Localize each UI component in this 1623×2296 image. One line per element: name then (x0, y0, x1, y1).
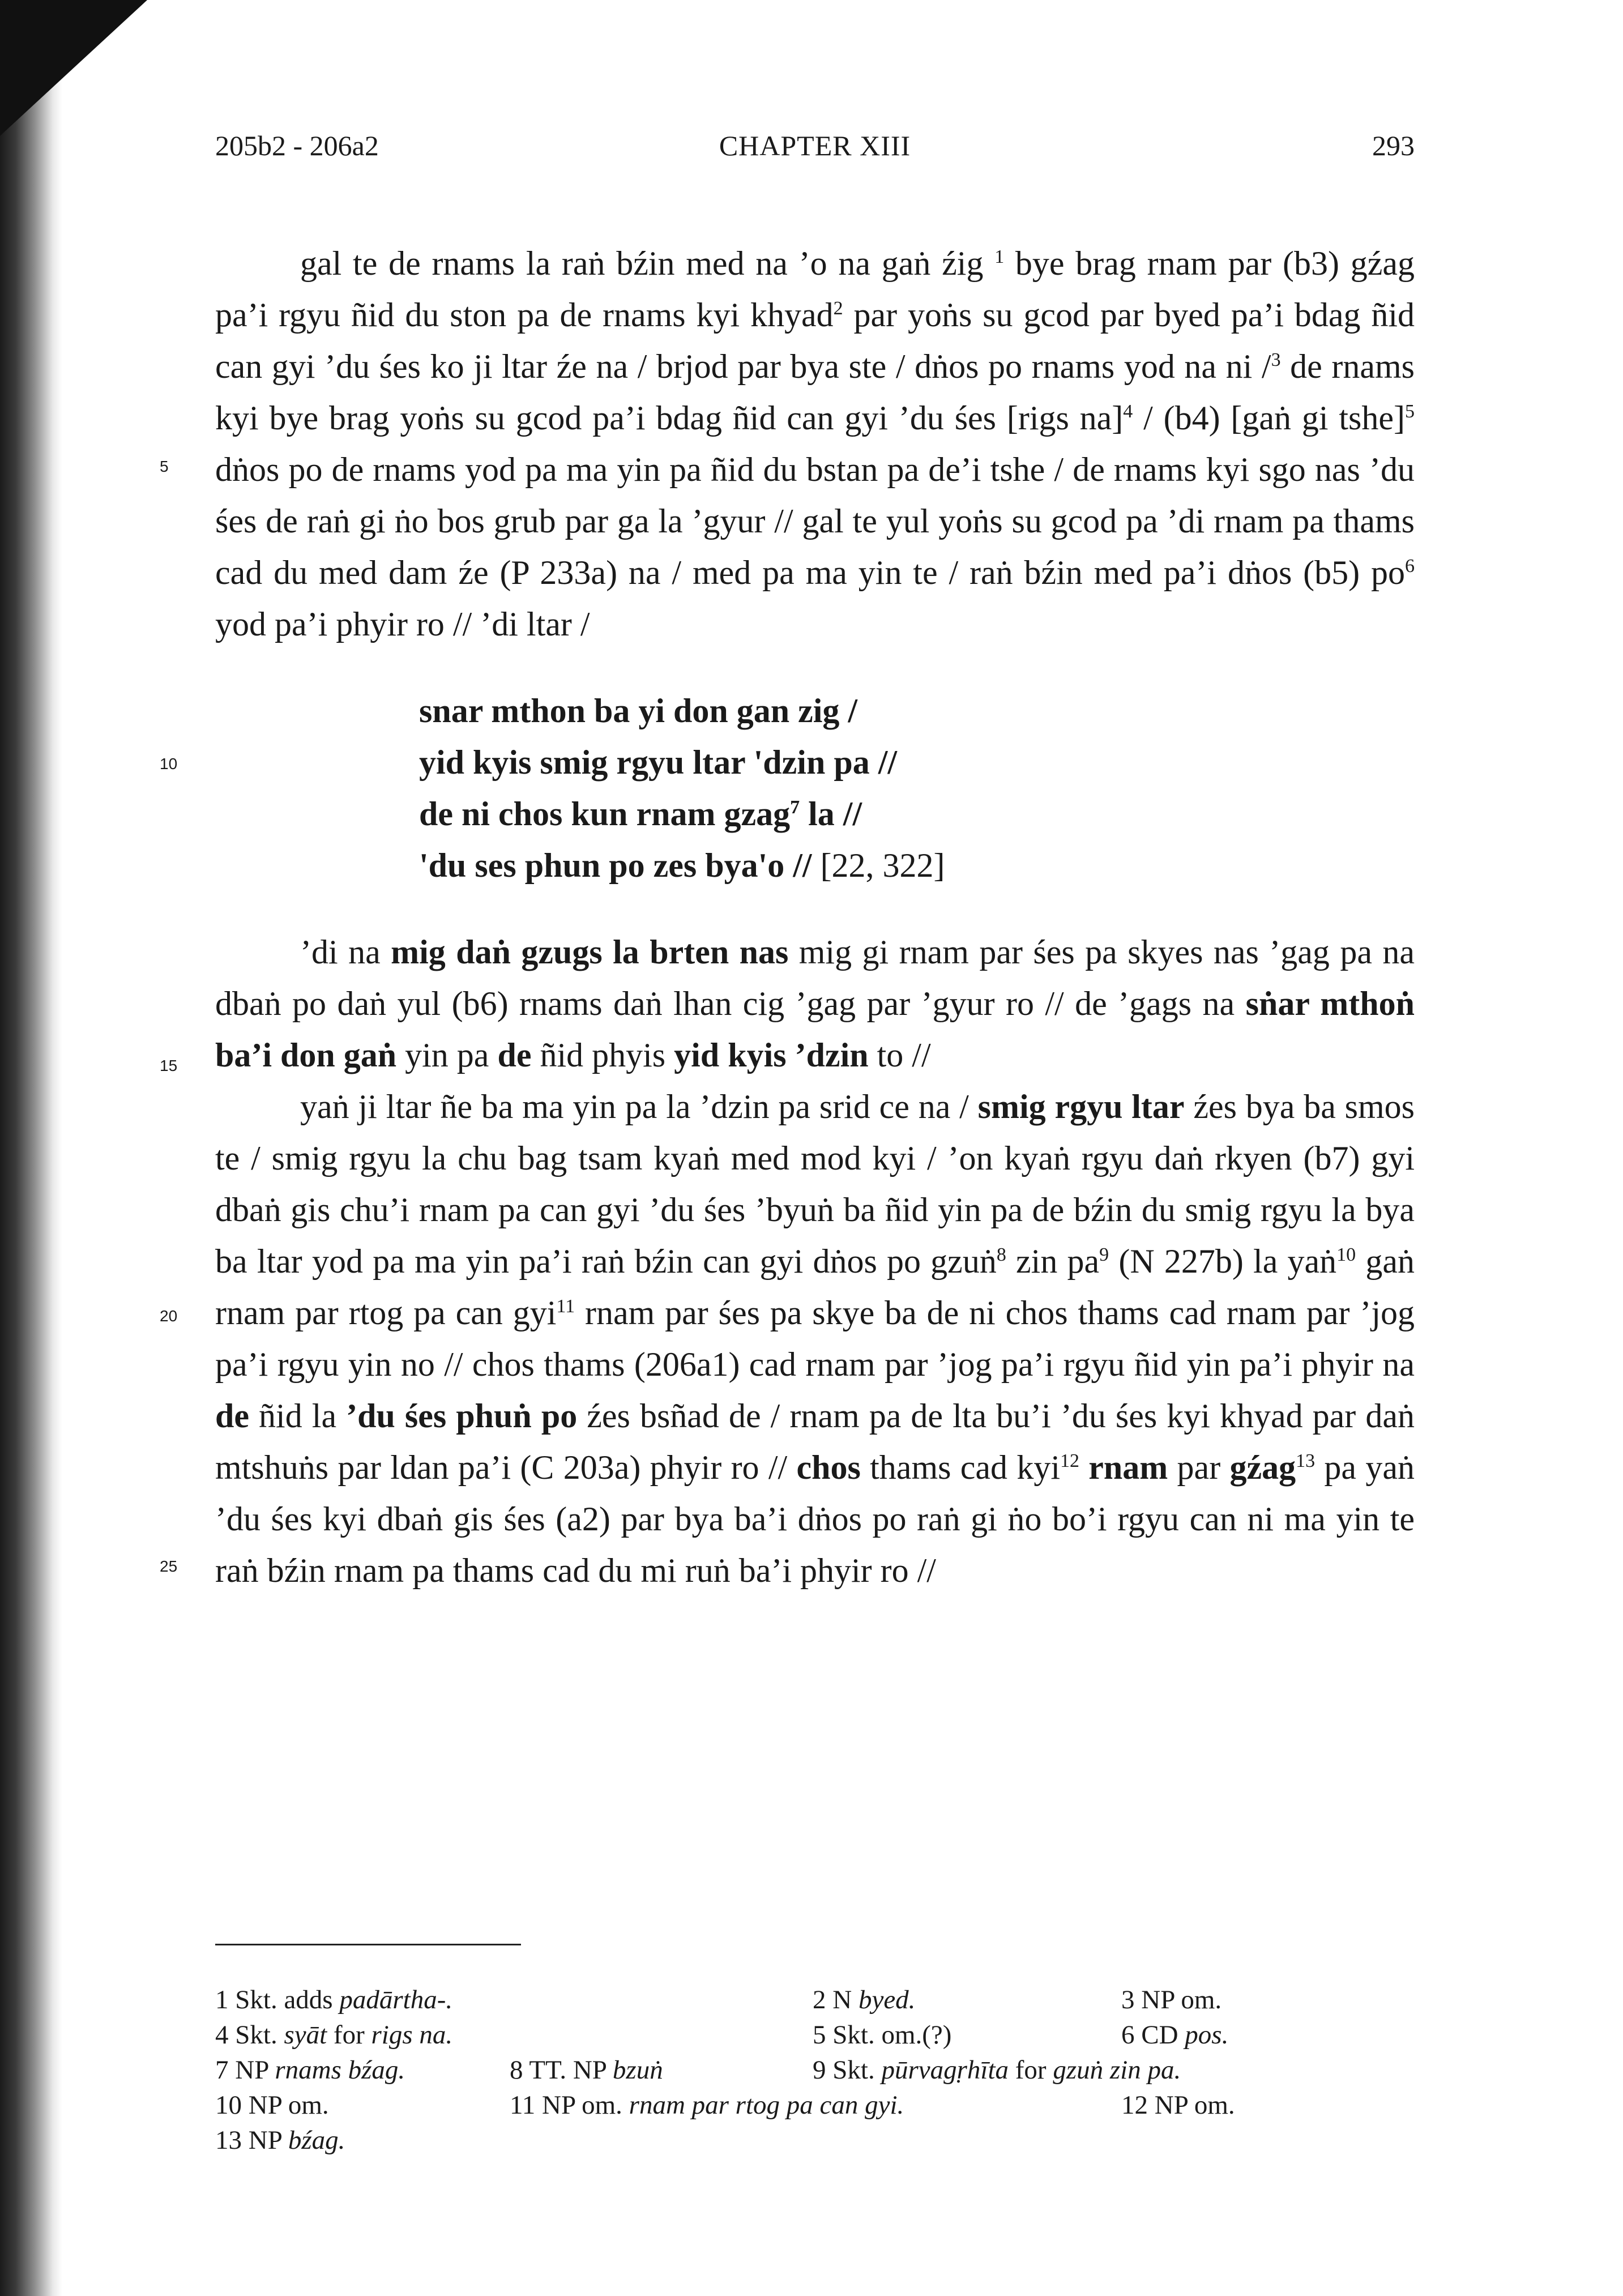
footnote-10: 10 NP om. (215, 2090, 329, 2120)
verse-line-tail: la // (808, 795, 862, 833)
book-corner-shadow (0, 0, 147, 136)
footnote-6: 6 CD pos. (1121, 2020, 1229, 2050)
verse-reference: [22, 322] (820, 847, 945, 884)
line-number: 10 (160, 755, 178, 773)
footnote-4: 4 Skt. syāt for rigs na. (215, 2020, 453, 2050)
verse-line: de ni chos kun rnam gzag (419, 795, 791, 833)
line-number: 20 (160, 1307, 178, 1325)
footnote-2: 2 N byed. (813, 1985, 916, 2015)
footnote-13: 13 NP bźag. (215, 2126, 345, 2155)
chapter-title: CHAPTER XIII (719, 130, 911, 161)
footnote-8: 8 TT. NP bzuṅ (510, 2055, 663, 2085)
verse-line: 'du ses phun po zes bya'o // (419, 847, 812, 884)
paragraph-2: ’di na mig daṅ gzugs la brten nas mig gi rnam par śes pa skyes nas ’gag pa na dbaṅ po daṅ yul (b6) rnams daṅ lhan cig ’gag par ’gyur ro // de ’gags na sṅar mthoṅ ba’i don gaṅ yin pa de ñid phyis yid kyis ’dzin to // (215, 933, 1415, 1074)
line-number: 5 (160, 458, 169, 475)
line-number: 25 (160, 1557, 178, 1575)
footnote-3: 3 NP om. (1121, 1985, 1222, 2015)
verse-line: yid kyis smig rgyu ltar 'dzin pa // (419, 744, 898, 781)
main-text (215, 238, 1415, 1597)
page-number: 293 (1372, 130, 1415, 161)
footnote-11: 11 NP om. rnam par rtog pa can gyi. (510, 2090, 904, 2120)
footnote-1: 1 Skt. adds padārtha-. (215, 1985, 453, 2015)
footnote-5: 5 Skt. om.(?) (813, 2020, 952, 2050)
book-spine-shadow (0, 0, 62, 2296)
paragraph-1: gal te de rnams la raṅ bźin med na ’o na gaṅ źig $^1$ bye brag rnam par (b3) gźag pa’i rgyu ñid du ston pa de rnams kyi khyad$^2$ par yoṅs su gcod par byed pa’i bdag ñid can gyi ’du śes ko ji ltar źe na / brjod par bya ste / dṅos po rnams yod na ni /$^3$ de rnams kyi bye brag yoṅs su gcod pa’i bdag ñid can gyi ’du śes [rigs na]$^4$ / (b4) [gaṅ gi tshe]$^5$ dṅos po de rnams yod pa ma yin pa ñid du bstan pa de’i tshe / de rnams kyi sgo nas ’du śes de raṅ gi ṅo bos grub par ga la ’gyur // gal te yul yoṅs su gcod pa ’di rnam pa thams cad du med dam źe (P 233a) na / med pa ma yin te / raṅ bźin med pa’i dṅos (b5) $po^6$ yod pa’i phyir ro // ’di ltar / (215, 245, 1415, 643)
footnote-divider (215, 1944, 521, 1945)
running-header (215, 129, 1415, 174)
paragraph-3: yaṅ ji ltar ñe ba ma yin pa la ’dzin pa srid ce na / smig rgyu ltar źes bya ba smos te / smig rgyu la chu bag tsam kyaṅ med mod kyi / ’on kyaṅ rgyu daṅ rkyen (b7) gyi dbaṅ gis chu’i rnam pa can gyi ’du śes ’byuṅ ba ñid yin pa de bźin du smig rgyu la bya ba ltar yod pa ma yin pa’i raṅ bźin can gyi dṅos po gzuṅ$^8$ zin $pa^9$ (N 227b) la yaṅ$^{10}$ gaṅ rnam par rtog pa can gyi$^{11}$ rnam par śes pa skye ba de ni chos thams cad rnam par ’jog pa’i rgyu yin no // chos thams (206a1) cad rnam par ’jog pa’i rgyu ñid yin pa’i phyir na de ñid la ’du śes phuṅ po źes bsñad de / rnam pa de lta bu’i ’du śes kyi khyad par daṅ mtshuṅs par ldan pa’i (C 203a) phyir ro // chos thams cad kyi$^{12}$ rnam par gźag$^{13}$ pa yaṅ ’du śes kyi dbaṅ gis śes (a2) par bya ba’i dṅos po raṅ gi ṅo bo’i rgyu can ni ma yin te raṅ bźin rnam pa thams cad du mi ruṅ ba’i phyir ro // (215, 1088, 1415, 1589)
verse-line: snar mthon ba yi don gan zig / (419, 692, 858, 729)
footnote-9: 9 Skt. pūrvagṛhīta for gzuṅ zin pa. (813, 2055, 1181, 2085)
folio-range: 205b2 - 206a2 (215, 130, 379, 161)
footnote-12: 12 NP om. (1121, 2090, 1235, 2120)
verse-block: snar mthon ba yi don gan zig / yid kyis smig rgyu ltar 'dzin pa // de ni chos kun rnam gzag$^7$ la // 'du ses phun po zes bya'o // [22, 322] (419, 692, 945, 884)
footnotes (215, 1982, 1393, 2158)
line-number: 15 (160, 1057, 178, 1074)
footnote-7: 7 NP rnams bźag. (215, 2055, 405, 2085)
